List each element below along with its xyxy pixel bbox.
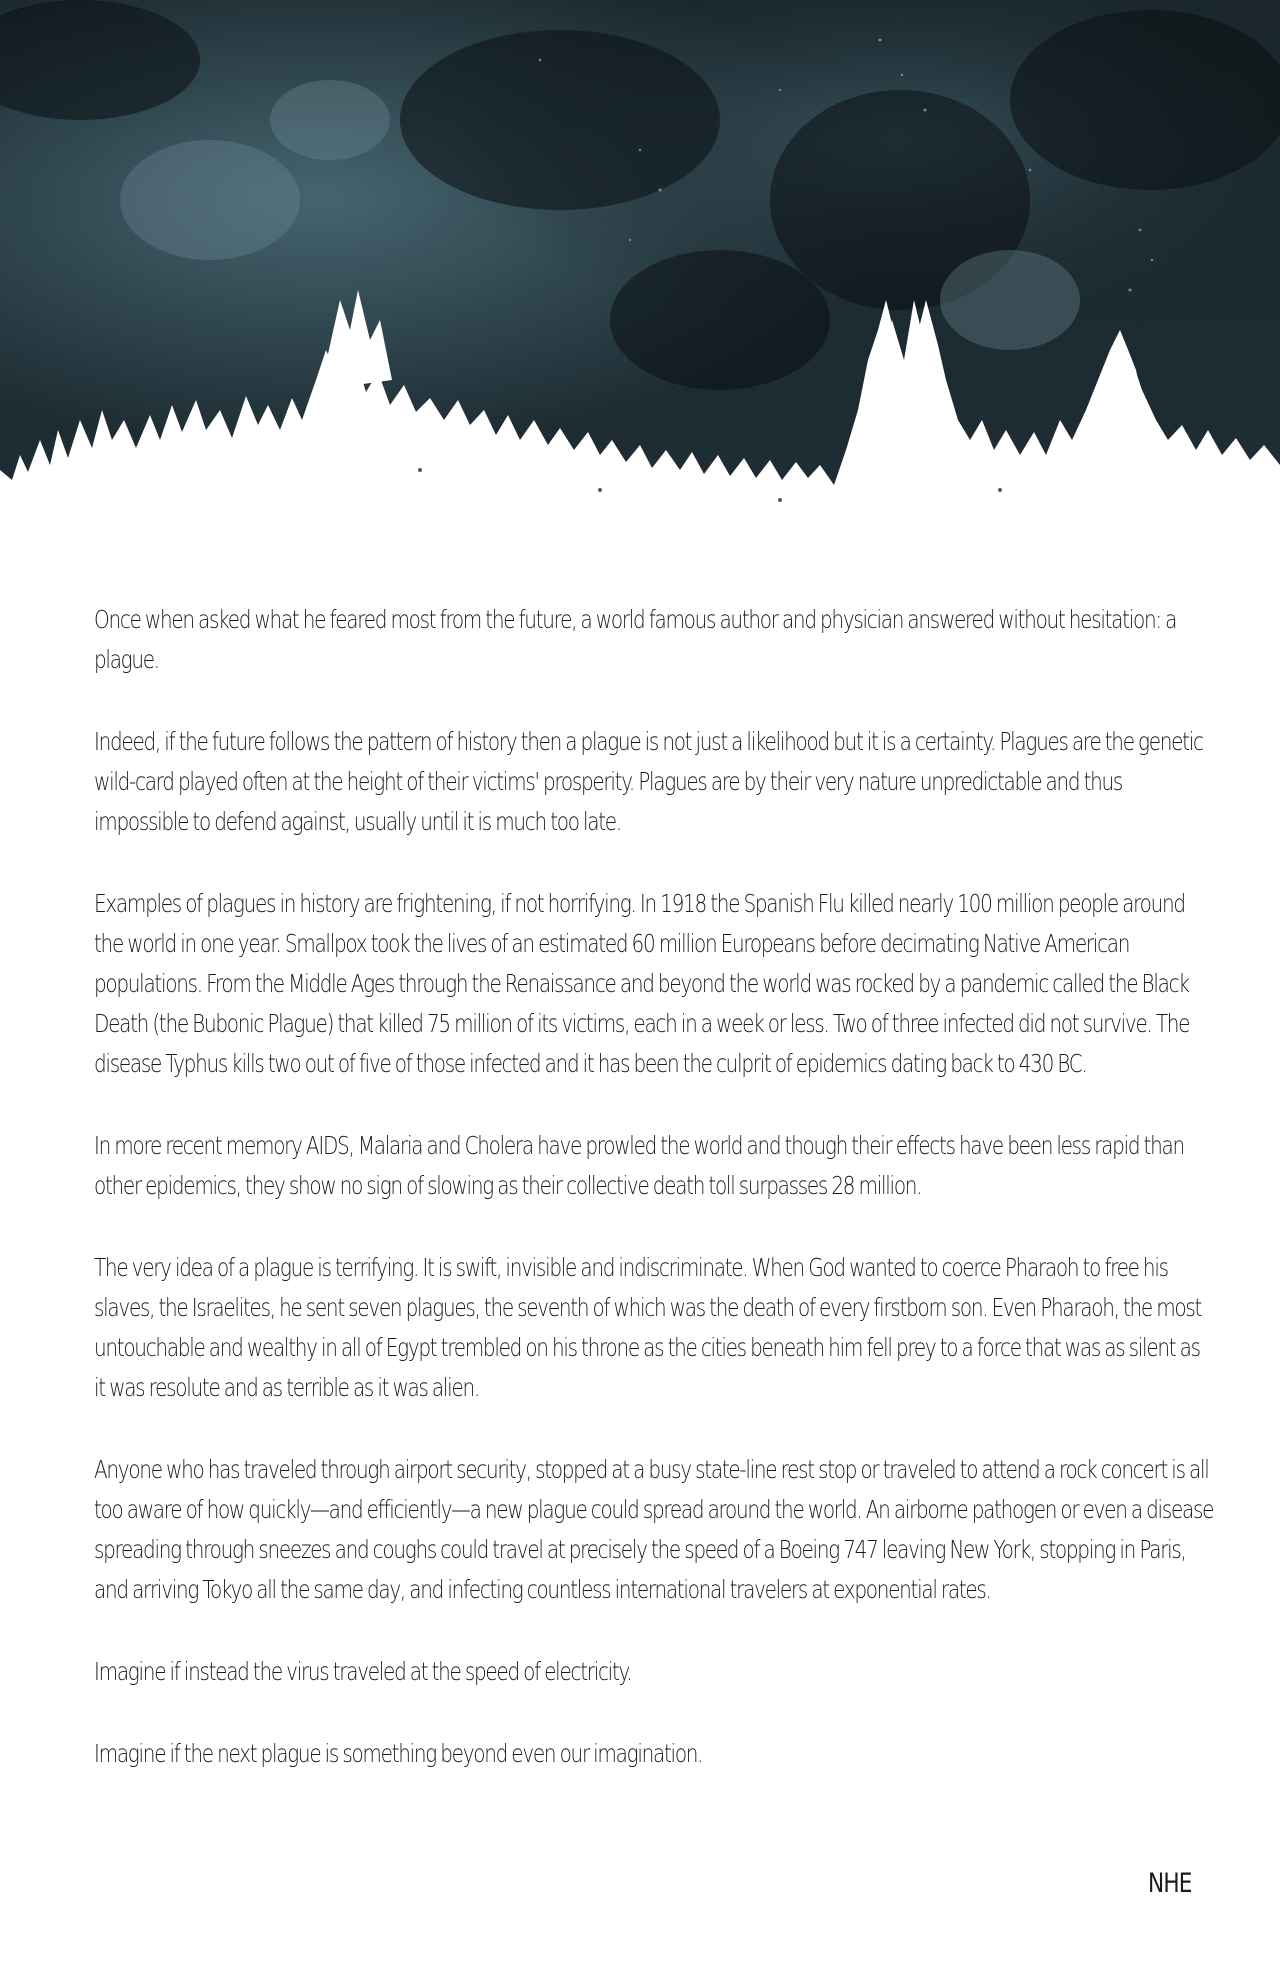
paragraph-1: Once when asked what he feared most from the future, a world famous author and physician answered without hesitation: a plague.	[94, 605, 1177, 674]
author-initials: NHE	[1148, 1868, 1192, 1899]
article-body	[94, 600, 1214, 1774]
forest-header-art	[0, 0, 1280, 560]
paragraph-6: Anyone who has traveled through airport security, stopped at a busy state-line rest stop or traveled to attend a rock concert is all too aware of how quickly—and efficiently—a new plague could spread around the world. An airborne pathogen or even a disease spreading through sneezes and coughs could travel at precisely the speed of a Boeing 747 leaving New York, stopping in Paris, and arriving Tokyo all the same day, and infecting countless international travelers at exponential rates.	[94, 1455, 1214, 1604]
paragraph-4: In more recent memory AIDS, Malaria and Cholera have prowled the world and though their effects have been less rapid than other epidemics, they show no sign of slowing as their collective death toll surpasses 28 million.	[94, 1131, 1184, 1200]
paragraph-3: Examples of plagues in history are frightening, if not horrifying. In 1918 the Spanish Flu killed nearly 100 million people around the world in one year. Smallpox took the lives of an estimated 60 million Europeans before decimating Native American populations. From the Middle Ages through the Renaissance and beyond the world was rocked by a pandemic called the Black Death (the Bubonic Plague) that killed 75 million of its victims, each in a week or less. Two of three infected did not survive. The disease Typhus kills two out of five of those infected and it has been the culprit of epidemics dating back to 430 BC.	[94, 889, 1190, 1078]
paragraph-5: The very idea of a plague is terrifying. It is swift, invisible and indiscriminate. When God wanted to coerce Pharaoh to free his slaves, the Israelites, he sent seven plagues, the seventh of which was the death of every firstborn son. Even Pharaoh, the most untouchable and wealthy in all of Egypt trembled on his throne as the cities beneath him fell prey to a force that was as silent as it was resolute and as terrible as it was alien.	[94, 1253, 1202, 1402]
forest-silhouette-illustration	[0, 0, 1280, 560]
paragraph-7: Imagine if instead the virus traveled at the speed of electricity.	[94, 1657, 632, 1686]
paragraph-2: Indeed, if the future follows the pattern of history then a plague is not just a likelihood but it is a certainty. Plagues are the genetic wild-card played often at the height of their victims' prosperity. Plagues are by their very nature unpredictable and thus impossible to defend against, usually until it is much too late.	[94, 727, 1203, 836]
paragraph-8: Imagine if the next plague is something beyond even our imagination.	[94, 1739, 703, 1768]
